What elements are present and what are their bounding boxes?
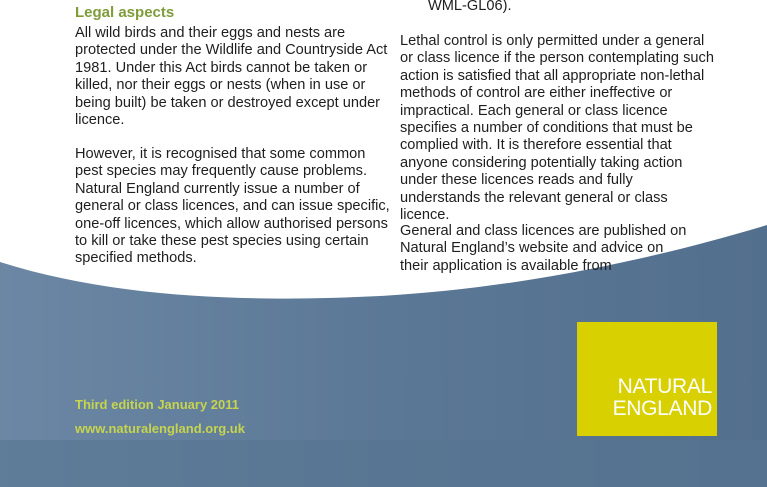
edition-text: Third edition January 2011 (75, 397, 239, 412)
left-paragraph-1: All wild birds and their eggs and nests are protected under the Wildlife and Countryside Act 1981. Under this Act birds cannot be taken or killed, nor their eggs or nests (when in use or being built) be taken or destroyed except under licence. (75, 25, 388, 129)
left-paragraph-2: However, it is recognised that some common pest species may frequently cause problems. Natural England currently issue a number of general or class licences, and can issue specific, one-off licences, which allow authorised persons to kill or take these pest species using certain specified methods. (75, 146, 390, 267)
website-link[interactable]: www.naturalengland.org.uk (75, 421, 245, 436)
footer-strip (0, 440, 767, 487)
right-paragraph-1: Lethal control is only permitted under a general or class licence if the person contemplating such action is satisfied that all appropriate non-lethal methods of control are either ineffective or impractical. Each general or class licence specifies a number of conditions that must be complied with. It is therefore essential that anyone considering potentially taking action under these licences reads and fully understands the relevant general or class licence. (400, 33, 714, 224)
natural-england-logo (577, 322, 717, 436)
logo-text-natural: NATURAL (617, 375, 712, 398)
section-heading-legal-aspects: Legal aspects (75, 4, 175, 21)
right-top-fragment: WML-GL06). (428, 0, 512, 14)
right-paragraph-2: General and class licences are published on Natural England’s website and advice on their application is available from (400, 223, 687, 274)
logo-text-england: ENGLAND (612, 397, 712, 420)
